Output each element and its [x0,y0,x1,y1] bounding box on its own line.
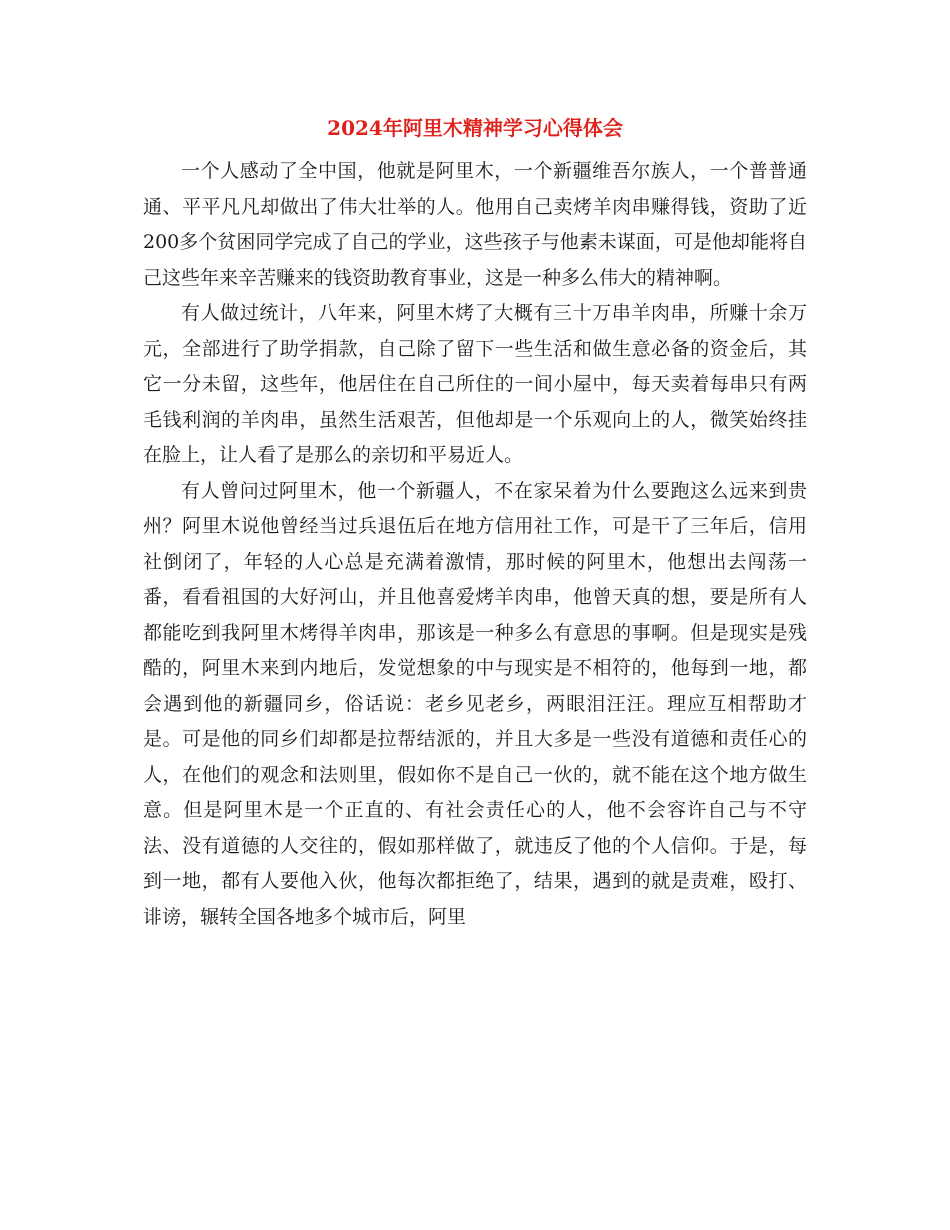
paragraph-2: 有人做过统计，八年来，阿里木烤了大概有三十万串羊肉串，所赚十余万元，全部进行了助学捐款，自己除了留下一些生活和做生意必备的资金后，其它一分未留，这些年，他居住在自己所住的一间小屋中，每天卖着每串只有两毛钱利润的羊肉串，虽然生活艰苦，但他却是一个乐观向上的人，微笑始终挂在脸上，让人看了是那么的亲切和平易近人。 [143,302,807,466]
document-body [143,154,807,935]
paragraph-3: 有人曾问过阿里木，他一个新疆人，不在家呆着为什么要跑这么远来到贵州？阿里木说他曾经当过兵退伍后在地方信用社工作，可是干了三年后，信用社倒闭了，年轻的人心总是充满着激情，那时候的阿里木，他想出去闯荡一番，看看祖国的大好河山，并且他喜爱烤羊肉串，他曾天真的想，要是所有人都能吃到我阿里木烤得羊肉串，那该是一种多么有意思的事啊。但是现实是残酷的，阿里木来到内地后，发觉想象的中与现实是不相符的，他每到一地，都会遇到他的新疆同乡，俗话说：老乡见老乡，两眼泪汪汪。理应互相帮助才是。可是他的同乡们却都是拉帮结派的，并且大多是一些没有道德和责任心的人，在他们的观念和法则里，假如你不是自己一伙的，就不能在这个地方做生意。但是阿里木是一个正直的、有社会责任心的人，他不会容许自己与不守法、没有道德的人交往的，假如那样做了，就违反了他的个人信仰。于是，每到一地，都有人要他入伙，他每次都拒绝了，结果，遇到的就是责难，殴打、诽谤，辗转全国各地多个城市后，阿里 [143,479,807,928]
document-title: 2024年阿里木精神学习心得体会 [327,116,623,140]
paragraph-1: 一个人感动了全中国，他就是阿里木，一个新疆维吾尔族人，一个普普通通、平平凡凡却做出了伟大壮举的人。他用自己卖烤羊肉串赚得钱，资助了近200多个贫困同学完成了自己的学业，这些孩子与他素未谋面，可是他却能将自己这些年来辛苦赚来的钱资助教育事业，这是一种多么伟大的精神啊。 [143,160,807,289]
